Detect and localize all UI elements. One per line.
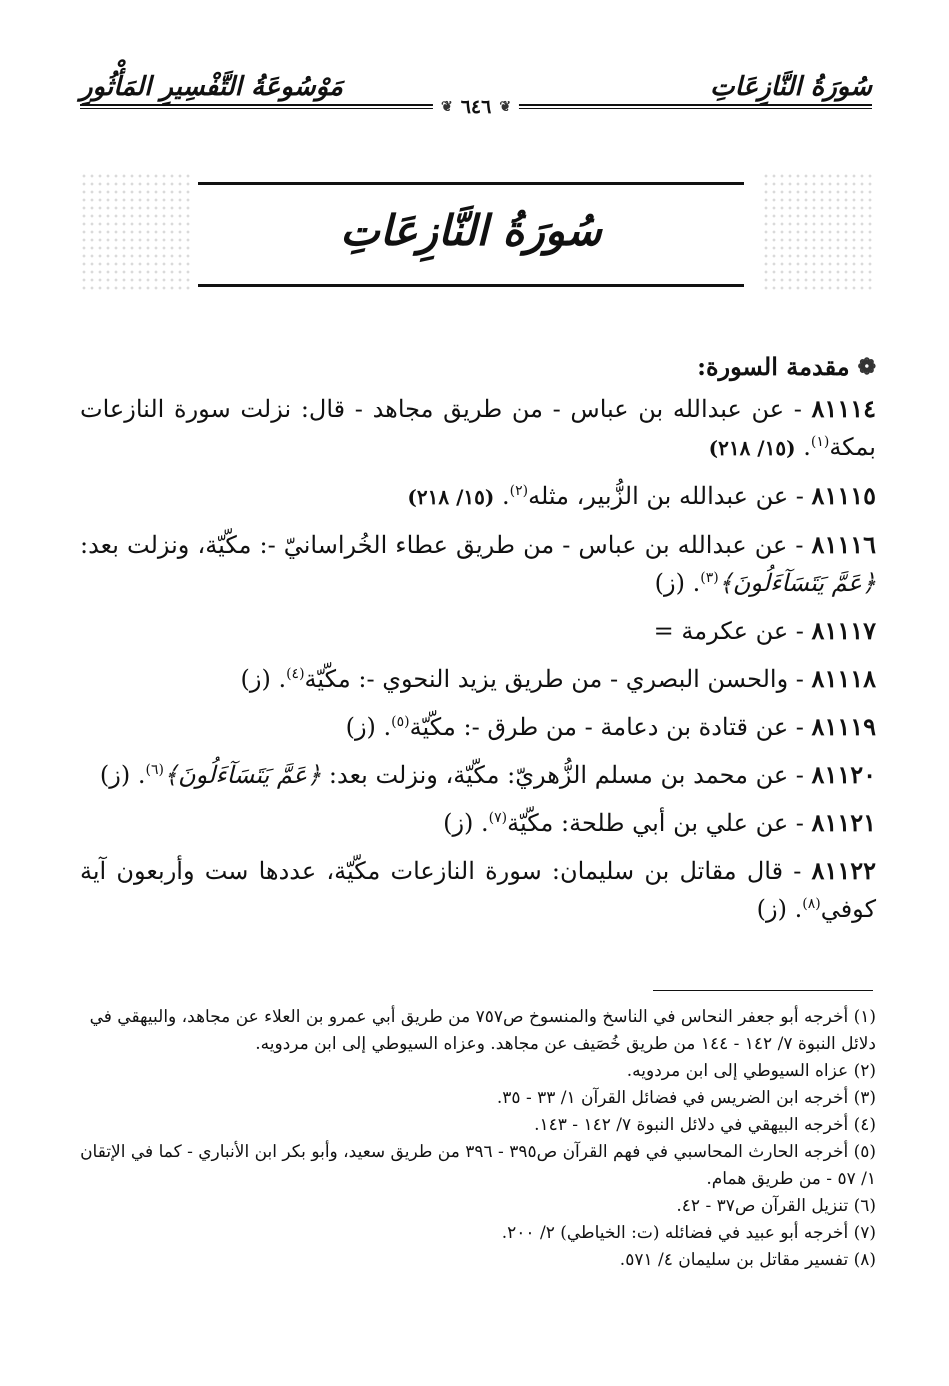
- footnote: (١) أخرجه أبو جعفر النحاس في الناسخ والمنسوخ ص٧٥٧ من طريق أبي عمرو بن العلاء عن مجاهد، والبيهقي في دلائل النبوة ٧/ ١٤٢ - ١٤٤ من طريق خُصَيف عن مجاهد. وعزاه السيوطي إلى ابن مردويه.: [89, 1007, 876, 1054]
- entry-tail: . (ز): [756, 895, 803, 923]
- entry-text: - عن عكرمة =: [653, 617, 804, 645]
- footnote-marker: (٦): [145, 762, 164, 778]
- footnote-marker: (٨): [802, 896, 821, 912]
- surah-banner: [80, 172, 872, 302]
- entry-number: ٨١١١٧: [811, 616, 876, 645]
- entry-reference: (١٥/ ٢١٨): [407, 485, 495, 509]
- footnote: (٣) أخرجه ابن الضريس في فضائل القرآن ١/ ٣٣ - ٣٥.: [496, 1088, 876, 1108]
- entry: [80, 756, 876, 794]
- footnote-marker: (٣): [700, 570, 719, 586]
- flower-icon: ❁: [857, 354, 876, 380]
- entry: [80, 390, 876, 467]
- entry-text: - والحسن البصري - من طريق يزيد النحوي -: مكّيّة: [304, 665, 804, 693]
- footnote: (٤) أخرجه البيهقي في دلائل النبوة ٧/ ١٤٢ - ١٤٣.: [534, 1115, 876, 1135]
- entry-number: ٨١١١٦: [811, 530, 876, 559]
- entry-reference: (١٥/ ٢١٨): [708, 436, 796, 460]
- quran-verse: ﴿عَمَّ يَتَسَآءَلُونَ﴾: [163, 761, 322, 789]
- entry-tail: . (ز): [240, 665, 287, 693]
- entry: [80, 804, 876, 842]
- footnote: (٥) أخرجه الحارث المحاسبي في فهم القرآن ص٣٩٥ - ٣٩٦ من طريق سعيد، وأبو بكر ابن الأنباري - كما في الإتقان ١/ ٥٧ - من طريق همام.: [80, 1142, 876, 1189]
- entry-text: - عن قتادة بن دعامة - من طرق -: مكّيّة: [409, 713, 804, 741]
- section-heading-text: مقدمة السورة:: [697, 352, 850, 381]
- arabesque-ornament-right: [762, 172, 872, 292]
- surah-title: سُورَةُ النَّازِعَاتِ: [340, 206, 602, 255]
- banner-rule-bottom: [198, 284, 744, 287]
- section-heading: [80, 348, 876, 386]
- entry-text: - عن علي بن أبي طلحة: مكّيّة: [507, 809, 804, 837]
- footnote: (٢) عزاه السيوطي إلى ابن مردويه.: [626, 1061, 876, 1081]
- entry: [80, 477, 876, 516]
- arabesque-ornament-left: [80, 172, 190, 292]
- ornament-icon: ❦: [499, 99, 512, 115]
- entry-number: ٨١١٢٢: [811, 856, 876, 885]
- entry-number: ٨١١١٤: [811, 394, 876, 423]
- entry-number: ٨١١٢٠: [811, 760, 876, 789]
- entries-list: [80, 390, 876, 928]
- entry-tail: .: [502, 482, 510, 510]
- page-header: [80, 70, 872, 130]
- footnote-marker: (٧): [488, 810, 508, 826]
- footnote-marker: (٥): [391, 714, 410, 730]
- footnote-marker: (٢): [509, 483, 529, 499]
- entry-number: ٨١١١٥: [811, 481, 876, 510]
- banner-rule-top: [198, 182, 744, 185]
- quran-verse: ﴿عَمَّ يَتَسَآءَلُونَ﴾: [718, 569, 876, 597]
- entry: [80, 852, 876, 928]
- entry-number: ٨١١٢١: [811, 808, 876, 837]
- footnote-marker: (١): [810, 434, 830, 450]
- entry: [80, 612, 876, 650]
- entry-text: - قال مقاتل بن سليمان: سورة النازعات مكّيّة، عددها ست وأربعون آية كوفي: [80, 857, 876, 923]
- entry: [80, 708, 876, 746]
- footnote: (٦) تنزيل القرآن ص٣٧ - ٤٢.: [676, 1196, 876, 1216]
- entry-tail: . (ز): [345, 713, 392, 741]
- entry-tail: .: [803, 433, 811, 461]
- footnote: (٧) أخرجه أبو عبيد في فضائله (ت: الخياطي) ٢/ ٢٠٠.: [501, 1223, 876, 1243]
- main-text: [80, 348, 876, 938]
- footnote-separator: [653, 990, 873, 991]
- header-surah-name: سُورَةُ النَّازِعَاتِ: [710, 72, 872, 102]
- entry-tail: . (ز): [443, 809, 489, 837]
- entry-text: - عن عبدالله بن عباس - من طريق مجاهد - قال: نزلت سورة النازعات بمكة: [80, 395, 876, 461]
- header-book-title: مَوْسُوعَةُ التَّفْسِيرِ المَأْثُورِ: [80, 72, 343, 102]
- entry-number: ٨١١١٨: [811, 664, 876, 693]
- entry-text: - عن عبدالله بن الزُّبير، مثله: [528, 482, 804, 510]
- entry-text: - عن محمد بن مسلم الزُّهريّ: مكّيّة، ونزلت بعد:: [328, 761, 804, 789]
- entry-tail: . (ز): [99, 761, 146, 789]
- footnotes: [80, 1004, 876, 1274]
- entry-number: ٨١١١٩: [811, 712, 876, 741]
- entry: [80, 660, 876, 698]
- entry-text: - عن عبدالله بن عباس - من طريق عطاء الخُراسانيّ -: مكّيّة، ونزلت بعد:: [80, 531, 804, 559]
- ornament-icon: ❦: [440, 99, 453, 115]
- footnote-marker: (٤): [286, 666, 305, 682]
- entry-tail: . (ز): [654, 569, 701, 597]
- page-number-value: ٦٤٦: [460, 96, 492, 118]
- footnote: (٨) تفسير مقاتل بن سليمان ٤/ ٥٧١.: [619, 1250, 876, 1270]
- page-number: [433, 96, 519, 118]
- entry: [80, 526, 876, 602]
